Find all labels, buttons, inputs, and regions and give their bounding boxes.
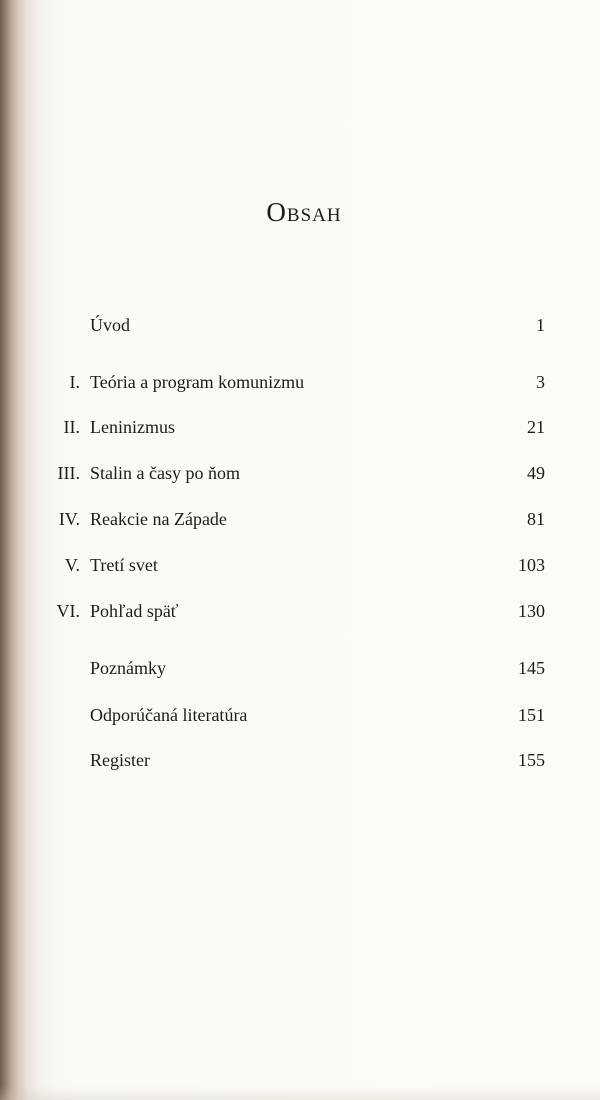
page-number: 130: [518, 601, 545, 621]
page-number: 151: [518, 705, 545, 725]
toc-entry-uvod: [0, 312, 600, 338]
toc-entry-chapter-1: [0, 369, 600, 395]
toc-entry-chapter-3: [0, 460, 600, 486]
chapter-numeral: V.: [64, 555, 80, 575]
toc-entry-chapter-5: [0, 552, 600, 578]
chapter-title: Register: [90, 750, 150, 770]
page-number: 21: [527, 417, 545, 437]
page-number: 155: [518, 750, 545, 770]
page-number: 49: [527, 463, 545, 483]
toc-entry-poznamky: [0, 655, 600, 681]
chapter-title: Teória a program komunizmu: [90, 372, 305, 392]
toc-entry-chapter-2: [0, 414, 600, 440]
chapter-numeral: II.: [63, 417, 80, 437]
chapter-title: Tretí svet: [90, 555, 158, 575]
chapter-title: Stalin a časy po ňom: [90, 463, 240, 483]
page-number: 145: [518, 658, 545, 678]
toc-entry-register: [0, 747, 600, 773]
toc-entry-chapter-6: [0, 598, 600, 624]
toc-entry-literatura: [0, 702, 600, 728]
page-number: 81: [527, 509, 545, 529]
page-number: 1: [536, 315, 545, 335]
chapter-numeral: III.: [57, 463, 80, 483]
chapter-numeral: VI.: [56, 601, 80, 621]
chapter-numeral: I.: [69, 372, 80, 392]
chapter-title: Leninizmus: [90, 417, 175, 437]
chapter-title: Úvod: [90, 315, 130, 335]
toc-entry-chapter-4: [0, 506, 600, 532]
page-number: 3: [536, 372, 545, 392]
chapter-title: Pohľad späť: [90, 601, 179, 621]
chapter-title: Poznámky: [90, 658, 166, 678]
page-number: 103: [518, 555, 545, 575]
page-title: Obsah: [266, 197, 342, 227]
chapter-numeral: IV.: [58, 509, 80, 529]
page-bottom-edge: [0, 1086, 600, 1100]
chapter-title: Reakcie na Západe: [90, 509, 227, 529]
chapter-title: Odporúčaná literatúra: [90, 705, 248, 725]
